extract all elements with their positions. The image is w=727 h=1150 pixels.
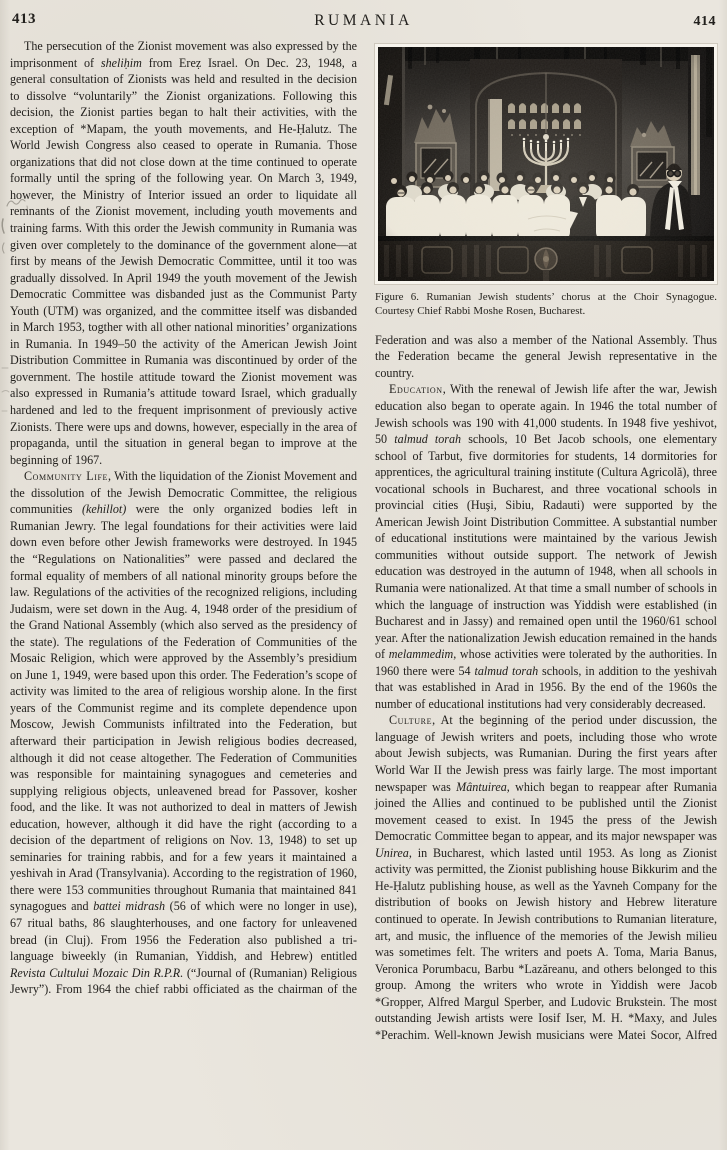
text-run: (“Journal of (Rumanian) Religious Jewry”). From 1964 the chief rabbi officiated as the chairman of the: [10, 965, 357, 997]
figure: [375, 44, 717, 319]
text-run: (56 of which were no longer in use), 67 ritual baths, 86 slaughterhouses, and one factory for unleavened bread (in Cluj). From 1956 the Federation also published a tri-language biweekly (in Rumanian, Yiddish, and Hebrew) entitled: [10, 899, 357, 964]
text-run: Unirea: [375, 845, 409, 860]
paragraph: [10, 38, 357, 468]
text-run: Mântuirea: [456, 779, 507, 794]
page-title: RUMANIA: [314, 12, 413, 29]
text-run: were the only organized bodies left in Rumanian Jewry. The legal foundations for their activities were laid down even before other Jewish frameworks were destroyed. In 1945 the “Regulations on Nationalities” were passed and declared the formal equality of members of all national minority groups before the law. Regulations of the activities of the recognized religions, including Judaism, were set down in the Aug. 4, 1948 order of the presidium of the Grand National Assembly (which also served as the presidency of the state). The regulations of the Federation of Communities of the Mosaic Religion, which were approved by the Assembly’s presidium on June 1, 1949, were based upon this order. The Federation’s scope of activity was limited to the area of religious worship alone. In the first years of the Communist regime and its complete dependence upon Moscow, Jewish Communists infiltrated into the Federation, but afterward their participation in Jewish religious bodies decreased, although it did not cease altogether. The Federation of Communities was responsible for maintaining synagogues and cemeteries and supplying religious objects, unleavened bread for Passover, kosher food, and the like. It was not authorized to deal in matters of Jewish education, however, although it did have the right (according to a decision of the department of religions on Nov. 13, 1948) to set up seminaries for training rabbis, and for a few years it maintained a yeshivah in Arad (Transylvania). According to the registration of 1960, there were 153 communities throughout Rumania that maintained 841 synagogues and: [10, 502, 358, 914]
right-column-text: [375, 332, 717, 1044]
text-run: , At the beginning of the period under discussion, the language of Jewish writers and poets, including those who wrote about Jewish subjects, was Rumanian. During the first years after World War II the Jewish press was fairly large. The most important newspaper was: [375, 713, 717, 794]
section-heading: Culture: [389, 713, 433, 728]
paragraph: [375, 712, 717, 1043]
section-heading: Education: [389, 382, 443, 397]
text-run: The persecution of the Zionist movement was also expressed by the imprisonment of: [10, 39, 357, 70]
paragraph: [375, 332, 717, 382]
left-column: [10, 38, 357, 998]
synagogue-choir-photo-illustration: [378, 47, 714, 281]
text-run: melammedim: [388, 647, 454, 662]
figure-caption: Figure 6. Rumanian Jewish students’ chorus at the Choir Synagogue. Courtesy Chief Rabbi Moshe Rosen, Bucharest.: [375, 291, 717, 318]
text-run: schools, in addition to the yeshivah that was established in Arad in 1956. By the end of the 1960s the number of educational institutions had very considerably decreased.: [375, 663, 717, 711]
text-run: Federation and was also a member of the National Assembly. Thus the Federation became the general Jewish representative in the country.: [375, 332, 717, 380]
text-run: (kehillot): [81, 502, 127, 517]
text-run: Revista Cultului Mozaic Din R.P.R.: [10, 965, 184, 980]
page-number-right: 414: [693, 14, 716, 29]
text-run: , in Bucharest, which lasted until 1953. As long as Zionist activity was permitted, the Zionist publishing house Bikkurim and the He-Ḥalutz publishing house, as well as the Yavneh Company for the distribution of books on Jewish history and Hebrew literature continued to operate. In Jewish contributions to Rumanian literature, art, and music, the influence of the memories of the Jewish milieu was sometimes felt. The writers and poets A. Toma, Maria Banus, Veronica Porumbacu, Barbu *Lazăreanu, and others belonged to this group. Among the writers who wrote in Yiddish were Jacob *Gropper, Alfred Margul Sperber, and Ludovic Brukstein. The most outstanding Jewish artists were Iosif Iser, M. H. *Maxy, and Jules *Perachim. Well-known Jewish musicians were Matei Socor, Alfred: [375, 845, 717, 1042]
paragraph: [375, 381, 717, 712]
text-run: , which began to reappear after Rumania joined the Allies and continued to be published until the Zionist movement ceased to exist. In 1945 the press of the Jewish Democratic Committee began to appear, and its major newspaper was: [375, 779, 717, 844]
text-run: talmud torah: [394, 432, 462, 447]
text-run: talmud torah: [474, 663, 539, 678]
page-number-left: 413: [12, 11, 36, 27]
text-run: battei midrash: [93, 899, 166, 914]
text-run: from Ereẓ Israel. On Dec. 23, 1948, a general consultation of Zionists was held and resulted in the decision to dissolve “voluntarily” the Zionist organizations. Following this decision, the Zionist parties began to halt their activities, with the exception of *Mapam, the youth movements, and He-Ḥalutz. The World Jewish Congress also ceased to operate in Rumania. Those organizations that did not close down at the time continued to operate formally until the spring of the following year. On March 3, 1949, however, the Ministry of Interior issued an order to liquidate all remnants of the Zionist movement, including youth movements and training farms. With this order the Jewish community in Rumania was given over completely to the dominance of the government alone—at first by means of the Jewish Democratic Committee, until it too was gradually dissolved. In April 1949 the youth movement of the Jewish Democratic Committee was disbanded just as the Communist Party Youth (UTM) was organized, and the committee itself was disbanded in March 1953, togther with all other national minorities’ organizations in Rumania. In 1949–50 the activity of the American Jewish Joint Distribution Committee in Rumania was discontinued by order of the government. The hostile attitude toward the Zionist movement was also expressed in Rumania’s attitude toward Israel, which gradually hardened and led to the frequent imprisonment of previously active Zionists. There were ups and downs, however, especially in the area of propaganda, until the situation in general began to improve at the beginning of 1967.: [10, 55, 357, 467]
text-run: , With the renewal of Jewish life after the war, Jewish education also began to operate again. In 1946 the total number of Jewish schools was 190 with 41,000 students. In 1948 five yeshivot, 50: [375, 382, 717, 447]
text-run: sheliḥim: [100, 55, 142, 70]
paragraph: [10, 468, 357, 998]
figure-photo: [375, 44, 717, 284]
text-run: , whose activities were tolerated by the authorities. In 1960 there were 54: [375, 647, 717, 678]
section-heading: Community Life: [24, 469, 109, 484]
text-run: schools, 10 Bet Jacob schools, one elementary school of Tarbut, five dormitories for students, 14 dormitories for apprentices, the agricultural training institute (Cultura Agricolă), three vocational schools in Bucharest, and three vocational schools in provincial cities (Huşi, Sibiu, Radauti) were supported by the American Jewish Joint Distribution Committee. A substantial number of educational institutions were maintained by the various Jewish communities without outside support. The network of Jewish education was destroyed in the autumn of 1948, when all schools in Rumania were nationalized. At that time a small number of schools in which the language of instruction was Yiddish were established (in Bucharest and in Jassy) and remained open until the 1960/61 school year. After the nationalization Jewish education remained in the hands of: [375, 432, 718, 662]
running-head: [0, 10, 727, 36]
right-column: [375, 44, 717, 1043]
text-run: , With the liquidation of the Zionist Movement and the dissolution of the Jewish Democratic Committee, the religious communities: [10, 469, 357, 517]
